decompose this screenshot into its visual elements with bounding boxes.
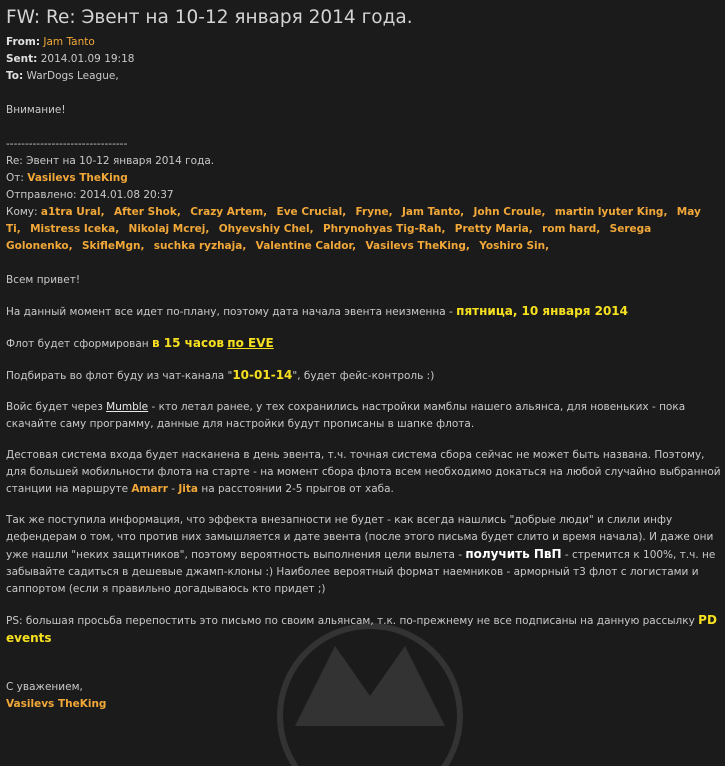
paragraph-channel: [6, 367, 721, 385]
paragraph-voice-text-b: - кто летал ранее, у тех сохранились настройки мамблы нашего альянса, для новеньких - пока скачайте саму программу, данные для настройки будут прописаны в шапке флота.: [6, 401, 686, 430]
to-label: To:: [6, 70, 24, 82]
paragraph-system: [6, 447, 721, 498]
recipient-link[interactable]: Nikolaj Mcrej,: [128, 223, 210, 235]
forward-divider: --------------------------------: [6, 138, 128, 150]
forward-sent-label: Отправлено:: [6, 189, 77, 201]
to-recipient-link[interactable]: WarDogs League,: [26, 70, 119, 82]
paragraph-system-dash: -: [167, 483, 179, 495]
recipient-link[interactable]: Eve Crucial,: [276, 206, 347, 218]
to-line: [6, 68, 721, 85]
recipient-link[interactable]: John Croule,: [473, 206, 546, 218]
forward-from-line: [6, 170, 721, 187]
forward-sent-line: [6, 187, 721, 204]
signature-name[interactable]: Vasilevs TheKing: [6, 698, 107, 710]
recipient-link[interactable]: Vasilevs TheKing,: [365, 240, 470, 252]
paragraph-intel-text-b: - стремится к 100%, т.ч. не забывайте садиться в дешевые джамп-клоны :) Наиболее вероятный формат наемников - арморный т3 флот с логистами и саппортом (если я правильно догадываюсь кто придет ;): [6, 549, 716, 595]
recipient-link[interactable]: Phrynohyas Tig-Rah,: [322, 223, 446, 235]
recipient-link[interactable]: a1tra Ural,: [40, 206, 105, 218]
paragraph-system-text-b: на расстоянии 2-5 прыгов от хаба.: [198, 483, 394, 495]
recipient-link[interactable]: Mistress Iceka,: [30, 223, 120, 235]
forward-recipients: [6, 204, 721, 255]
mail-message: [6, 6, 721, 713]
paragraph-ps-text: PS: большая просьба перепостить это письмо по своим альянсам, т.к. по-прежнему не все подписаны на данную рассылку: [6, 615, 699, 627]
recipient-link[interactable]: Fryne,: [355, 206, 393, 218]
attention-text: Внимание!: [6, 104, 66, 116]
recipient-link[interactable]: Yoshiro Sin,: [479, 240, 550, 252]
paragraph-fleet-time: [6, 335, 721, 353]
recipient-link[interactable]: Crazy Artem,: [190, 206, 268, 218]
recipient-link[interactable]: martin lyuter King,: [554, 206, 668, 218]
paragraph-channel-text-b: ", будет фейс-контроль :): [292, 370, 435, 382]
sent-label: Sent:: [6, 53, 38, 65]
recipient-link[interactable]: rom hard,: [542, 223, 601, 235]
event-date-highlight: пятница, 10 января 2014: [456, 304, 628, 318]
paragraph-system-text-a: Дестовая система входа будет насканена в день эвента, т.ч. точная система сбора сейчас не может быть названа. Поэтому, для большей мобильности флота на старте - на момент сбора флота всем необходимо докаться на любой случайно выбранной станции на маршруте: [6, 449, 721, 495]
paragraph-voice: [6, 399, 721, 433]
from-label: From:: [6, 36, 41, 48]
system-jita-link[interactable]: Jita: [178, 483, 198, 495]
mail-subject: FW: Re: Эвент на 10-12 января 2014 года.: [6, 7, 413, 28]
sent-value: 2014.01.09 19:18: [40, 53, 135, 65]
forward-from-link[interactable]: Vasilevs TheKing: [27, 172, 128, 184]
paragraph-channel-text-a: Подбирать во флот буду из чат-канала ": [6, 370, 233, 382]
recipient-link[interactable]: suchka ryzhaja,: [153, 240, 247, 252]
from-sender-link[interactable]: Jam Tanto: [43, 36, 95, 48]
paragraph-voice-text-a: Войс будет через: [6, 401, 107, 413]
paragraph-date: [6, 303, 721, 321]
recipient-link[interactable]: May Ti,: [6, 206, 701, 235]
forward-to-label: Кому:: [6, 206, 38, 218]
forward-sent-value: 2014.01.08 20:37: [79, 189, 174, 201]
recipient-link[interactable]: Ohyevshiy Chel,: [218, 223, 314, 235]
signature-link[interactable]: [6, 696, 721, 713]
greeting: Всем привет!: [6, 274, 81, 286]
paragraph-intel-text-a: Так же поступила информация, что эффекта внезапности не будет - как всегда нашлись "добрые люди" и слили инфу дефендерам о том, что против них замышляется и дате эвента (после этого письма будет слито и время начала). И даже они уже нашли "неких защитников", поэтому вероятность выполнения цели вылета -: [6, 514, 714, 561]
mumble-link[interactable]: Mumble: [106, 401, 149, 413]
forward-subject: Re: Эвент на 10-12 января 2014 года.: [6, 155, 215, 167]
system-amarr-link[interactable]: Amarr: [131, 483, 168, 495]
from-line: [6, 34, 721, 51]
paragraph-ps: [6, 612, 721, 648]
sent-line: [6, 51, 721, 68]
channel-name-highlight: 10-01-14: [232, 368, 293, 382]
paragraph-date-text: На данный момент все идет по-плану, поэтому дата начала эвента неизменна -: [6, 306, 457, 318]
recipient-link[interactable]: Valentine Caldor,: [255, 240, 357, 252]
recipient-link[interactable]: SkifleMgn,: [81, 240, 145, 252]
pvp-goal-bold: получить ПвП: [465, 547, 562, 561]
recipient-link[interactable]: Serega Golonenko,: [6, 223, 652, 252]
paragraph-fleet-time-text: Флот будет сформирован: [6, 338, 152, 350]
forward-from-label: От:: [6, 172, 24, 184]
fleet-time-highlight: в 15 часов: [152, 336, 224, 350]
pd-events-highlight: PD events: [6, 613, 717, 645]
recipient-link[interactable]: After Shok,: [113, 206, 181, 218]
eve-time-link[interactable]: по EVE: [227, 336, 274, 350]
recipient-link[interactable]: Jam Tanto,: [401, 206, 465, 218]
recipient-link[interactable]: Pretty Maria,: [454, 223, 533, 235]
paragraph-intel: [6, 512, 721, 598]
closing-text: С уважением,: [6, 681, 83, 693]
